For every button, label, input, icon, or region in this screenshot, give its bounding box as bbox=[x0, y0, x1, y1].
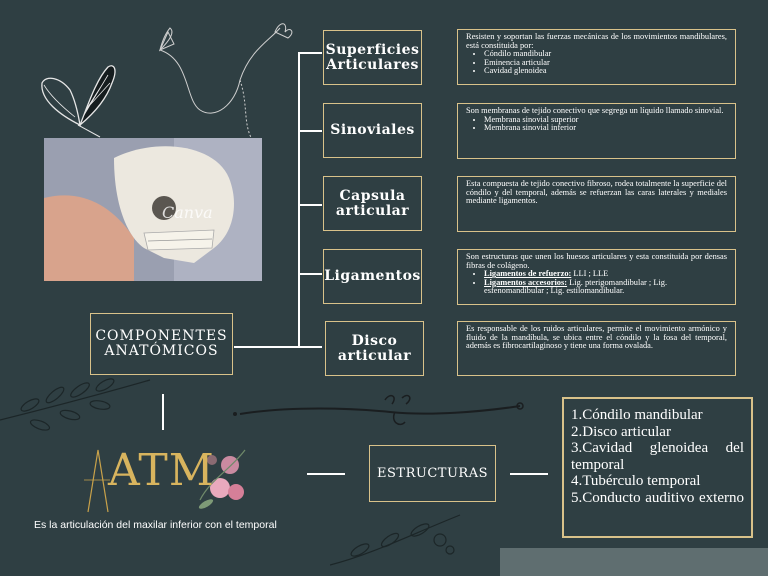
structures-list-box bbox=[562, 397, 753, 538]
skull-photo bbox=[44, 138, 262, 281]
component-node bbox=[323, 249, 422, 304]
butterfly-icon bbox=[30, 55, 120, 140]
description-text: Son estructuras que unen los huesos articulares y esta constituida por densas fibras de colágeno. bbox=[466, 252, 727, 270]
component-title: Disco articular bbox=[337, 332, 412, 364]
component-title: Ligamentos bbox=[324, 268, 421, 284]
list-item: • Cavidad glenoidea bbox=[484, 67, 727, 76]
description-list bbox=[466, 116, 727, 133]
component-description bbox=[457, 103, 736, 159]
component-node bbox=[323, 30, 422, 85]
atm-title: ATM bbox=[108, 445, 215, 496]
leaf-branch-icon bbox=[330, 495, 470, 576]
branch-line bbox=[298, 346, 322, 348]
component-description bbox=[457, 176, 736, 232]
list-item: 2.Disco articular bbox=[571, 423, 671, 440]
component-title: Capsula articular bbox=[335, 187, 410, 219]
list-item: 1.Cóndilo mandibular bbox=[571, 407, 703, 423]
connector-line bbox=[510, 473, 548, 475]
list-item-label: Ligamentos de refuerzo: bbox=[484, 269, 572, 279]
connector-line bbox=[307, 473, 345, 475]
ornament-divider bbox=[230, 392, 530, 432]
list-item bbox=[484, 279, 727, 296]
atm-subtitle: Es la articulación del maxilar inferior con el temporal bbox=[34, 519, 277, 531]
structures-node bbox=[369, 445, 496, 502]
list-item: • Membrana sinovial inferior bbox=[484, 124, 727, 133]
component-node bbox=[323, 176, 422, 231]
structures-list bbox=[571, 407, 744, 506]
component-title: Sinoviales bbox=[330, 122, 415, 138]
root-label: COMPONENTES ANATÓMICOS bbox=[95, 328, 228, 359]
branch-line bbox=[298, 204, 322, 206]
description-text: Es responsable de los ruidos articulares, permite el movimiento armónico y fluido de la mandíbula, se ubica entre el cóndilo y la fosa del temporal, además es fibrocartilaginoso y tiene una forma ovalada. bbox=[466, 324, 727, 351]
list-item: • Eminencia articular bbox=[484, 59, 727, 68]
photo-watermark: Canva bbox=[162, 203, 213, 222]
tree-trunk-line bbox=[298, 52, 300, 348]
list-item: 3.Cavidad glenoidea del temporal bbox=[571, 440, 744, 473]
description-list bbox=[466, 50, 727, 76]
structures-label: ESTRUCTURAS bbox=[377, 466, 488, 481]
list-item: • Cóndilo mandibular bbox=[484, 50, 727, 59]
component-title: Superficies Articulares bbox=[325, 41, 420, 73]
list-item-text: LLI ; LLE bbox=[571, 269, 609, 279]
description-text: Son membranas de tejido conectivo que segrega un líquido llamado sinovial. bbox=[466, 106, 724, 115]
branch-line bbox=[298, 52, 322, 54]
component-node bbox=[325, 321, 424, 376]
description-list bbox=[466, 270, 727, 296]
branch-line bbox=[298, 130, 322, 132]
branch-line bbox=[298, 273, 322, 275]
root-connector-line bbox=[234, 346, 300, 348]
component-description bbox=[457, 321, 736, 376]
description-text: Resisten y soportan las fuerzas mecánicas de los movimientos mandibulares, está constituida por: bbox=[466, 32, 727, 50]
component-description bbox=[457, 249, 736, 305]
divider-line bbox=[162, 394, 164, 430]
list-item-text: Lig. pterigomandibular ; Lig. esfenomandibular ; Lig. estilomandibular. bbox=[484, 277, 668, 296]
footer-bar bbox=[500, 548, 768, 576]
list-item: 5.Conducto auditivo externo bbox=[571, 489, 744, 506]
component-node bbox=[323, 103, 422, 158]
component-description bbox=[457, 29, 736, 85]
list-item: 4.Tubérculo temporal bbox=[571, 473, 701, 489]
description-text: Esta compuesta de tejido conectivo fibroso, rodea totalmente la superficie del cóndilo y del temporal, además se refuerzan las caras laterales y mediales mediante ligamentos. bbox=[466, 179, 727, 206]
list-item: • Membrana sinovial superior bbox=[484, 116, 727, 125]
list-item-label: Ligamentos accesorios: bbox=[484, 277, 568, 287]
